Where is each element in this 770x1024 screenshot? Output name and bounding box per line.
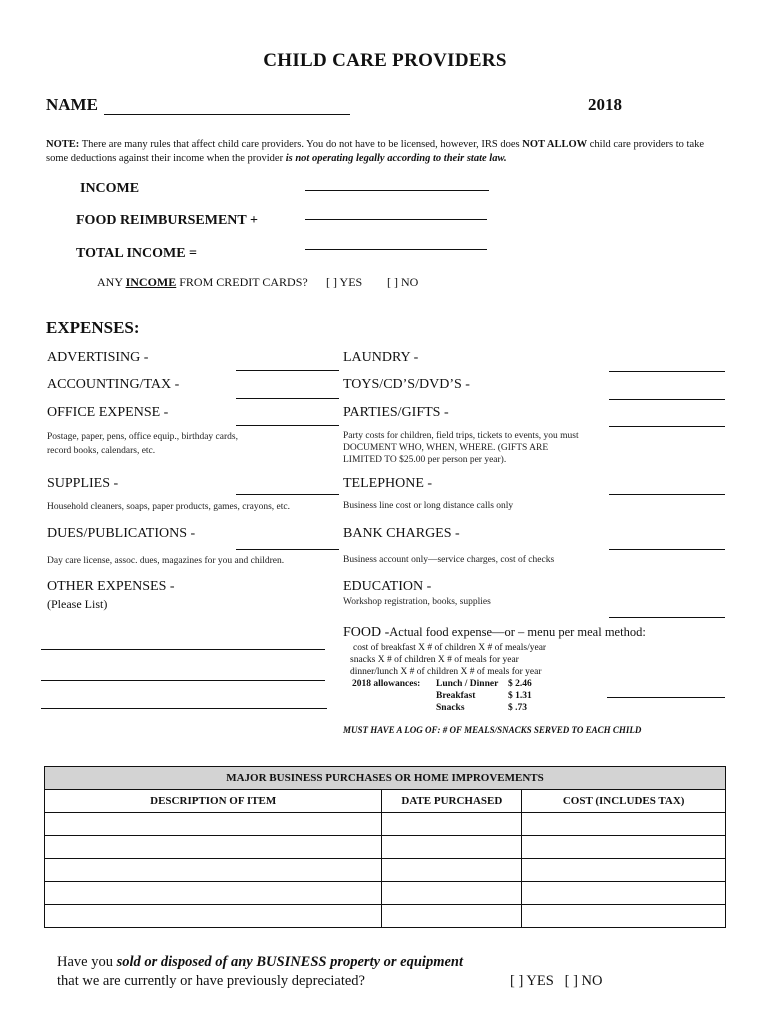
parties-note-2: DOCUMENT WHO, WHEN, WHERE. (GIFTS ARE — [343, 443, 549, 453]
other-expenses-note: (Please List) — [47, 597, 108, 611]
parties-field[interactable] — [609, 426, 725, 427]
date-cell[interactable] — [382, 813, 522, 836]
disposal-no-checkbox[interactable]: [ ] NO — [564, 973, 603, 989]
credit-prefix: ANY — [97, 275, 126, 289]
total-income-label: TOTAL INCOME = — [76, 246, 198, 261]
advertising-label: ADVERTISING - — [47, 350, 149, 365]
advertising-field[interactable] — [236, 370, 339, 371]
description-cell[interactable] — [45, 836, 382, 859]
office-expense-label: OFFICE EXPENSE - — [47, 405, 169, 420]
note-label: NOTE: — [46, 139, 80, 150]
food-method-line-3: dinner/lunch X # of children X # of meals for year — [350, 667, 542, 677]
cost-cell[interactable] — [522, 813, 726, 836]
lunch-dinner-label: Lunch / Dinner — [436, 679, 499, 689]
income-label: INCOME — [80, 181, 140, 196]
bank-charges-field[interactable] — [609, 549, 725, 550]
dues-label: DUES/PUBLICATIONS - — [47, 526, 196, 541]
telephone-note: Business line cost or long distance calls only — [343, 501, 514, 511]
snacks-value: $ .73 — [508, 703, 527, 713]
office-note-2: record books, calendars, etc. — [47, 446, 156, 456]
accounting-label: ACCOUNTING/TAX - — [47, 377, 180, 392]
note-not-allow: NOT ALLOW — [522, 139, 588, 150]
parties-note-1: Party costs for children, field trips, tickets to events, you must — [343, 431, 579, 441]
expenses-heading: EXPENSES: — [46, 318, 140, 337]
date-cell[interactable] — [382, 905, 522, 928]
disposal-question-line-2: that we are currently or have previously depreciated? — [57, 973, 365, 989]
table-row — [45, 836, 726, 859]
description-cell[interactable] — [45, 905, 382, 928]
accounting-field[interactable] — [236, 398, 339, 399]
disposal-answers — [510, 973, 603, 990]
table-row — [45, 882, 726, 905]
other-expense-line-3[interactable] — [41, 708, 327, 709]
credit-suffix: FROM CREDIT CARDS? — [176, 275, 308, 289]
laundry-field[interactable] — [609, 371, 725, 372]
credit-card-question — [97, 275, 308, 290]
supplies-note: Household cleaners, soaps, paper products, games, crayons, etc. — [47, 502, 290, 512]
supplies-field[interactable] — [236, 494, 339, 495]
date-cell[interactable] — [382, 859, 522, 882]
table-row — [45, 859, 726, 882]
meal-log-note: MUST HAVE A LOG OF: # OF MEALS/SNACKS SERVED TO EACH CHILD — [343, 725, 642, 735]
parties-label: PARTIES/GIFTS - — [343, 405, 449, 420]
food-label: FOOD - — [343, 625, 390, 640]
food-heading — [343, 625, 646, 641]
telephone-field[interactable] — [609, 494, 725, 495]
dues-field[interactable] — [236, 549, 339, 550]
col-date-header: DATE PURCHASED — [382, 790, 522, 813]
col-cost-header: COST (INCLUDES TAX) — [522, 790, 726, 813]
date-cell[interactable] — [382, 836, 522, 859]
food-reimbursement-field[interactable] — [305, 219, 487, 220]
food-description: Actual food expense—or – menu per meal method: — [389, 625, 646, 639]
laundry-label: LAUNDRY - — [343, 350, 419, 365]
credit-yes-checkbox[interactable]: [ ] YES — [326, 275, 363, 289]
income-field[interactable] — [305, 190, 489, 191]
table-row — [45, 905, 726, 928]
education-field[interactable] — [609, 617, 725, 618]
dues-note: Day care license, assoc. dues, magazines for you and children. — [47, 556, 285, 566]
disposal-prefix: Have you — [57, 954, 117, 970]
breakfast-label: Breakfast — [436, 691, 476, 701]
lunch-dinner-value: $ 2.46 — [508, 679, 532, 689]
food-reimbursement-label: FOOD REIMBURSEMENT + — [76, 213, 258, 228]
office-note-1: Postage, paper, pens, office equip., birthday cards, — [47, 432, 238, 442]
supplies-label: SUPPLIES - — [47, 476, 119, 491]
food-method-line-1: cost of breakfast X # of children X # of meals/year — [353, 643, 547, 653]
note-text-1: There are many rules that affect child care providers. You do not have to be licensed, however, IRS does — [79, 139, 523, 150]
food-field[interactable] — [607, 697, 725, 698]
note-emphasis: is not operating legally according to their state law. — [285, 153, 507, 164]
cost-cell[interactable] — [522, 859, 726, 882]
disposal-emphasis: sold or disposed of any BUSINESS property or equipment — [116, 954, 464, 970]
credit-no-checkbox[interactable]: [ ] NO — [387, 275, 419, 289]
snacks-label: Snacks — [436, 703, 465, 713]
education-note: Workshop registration, books, supplies — [343, 597, 491, 607]
toys-field[interactable] — [609, 399, 725, 400]
name-field[interactable] — [104, 114, 350, 115]
food-method-line-2: snacks X # of children X # of meals for year — [350, 655, 519, 665]
other-expense-line-1[interactable] — [41, 649, 325, 650]
description-cell[interactable] — [45, 813, 382, 836]
table-row — [45, 813, 726, 836]
bank-charges-label: BANK CHARGES - — [343, 526, 460, 541]
education-label: EDUCATION - — [343, 579, 432, 594]
disposal-question-line-1 — [57, 954, 463, 971]
purchases-banner: MAJOR BUSINESS PURCHASES OR HOME IMPROVEMENTS — [45, 767, 726, 790]
credit-keyword: INCOME — [125, 275, 177, 289]
purchases-table — [44, 766, 726, 928]
cost-cell[interactable] — [522, 882, 726, 905]
disposal-yes-checkbox[interactable]: [ ] YES — [510, 973, 554, 989]
toys-label: TOYS/CD’S/DVD’S - — [343, 377, 470, 392]
note-text-2: child care providers to take some deductions against their income when the provider — [46, 139, 705, 164]
other-expenses-label: OTHER EXPENSES - — [47, 579, 175, 594]
tax-year: 2018 — [588, 95, 622, 114]
office-expense-field[interactable] — [236, 425, 339, 426]
breakfast-value: $ 1.31 — [508, 691, 532, 701]
telephone-label: TELEPHONE - — [343, 476, 433, 491]
cost-cell[interactable] — [522, 836, 726, 859]
note-paragraph — [46, 138, 706, 166]
name-label: NAME — [46, 95, 98, 114]
parties-note-3: LIMITED TO $25.00 per person per year). — [343, 455, 507, 465]
total-income-field[interactable] — [305, 249, 487, 250]
other-expense-line-2[interactable] — [41, 680, 325, 681]
bank-charges-note: Business account only—service charges, cost of checks — [343, 555, 555, 565]
page-title: CHILD CARE PROVIDERS — [263, 50, 507, 71]
col-description-header: DESCRIPTION OF ITEM — [45, 790, 382, 813]
allowances-label: 2018 allowances: — [352, 679, 421, 689]
date-cell[interactable] — [382, 882, 522, 905]
description-cell[interactable] — [45, 859, 382, 882]
description-cell[interactable] — [45, 882, 382, 905]
cost-cell[interactable] — [522, 905, 726, 928]
